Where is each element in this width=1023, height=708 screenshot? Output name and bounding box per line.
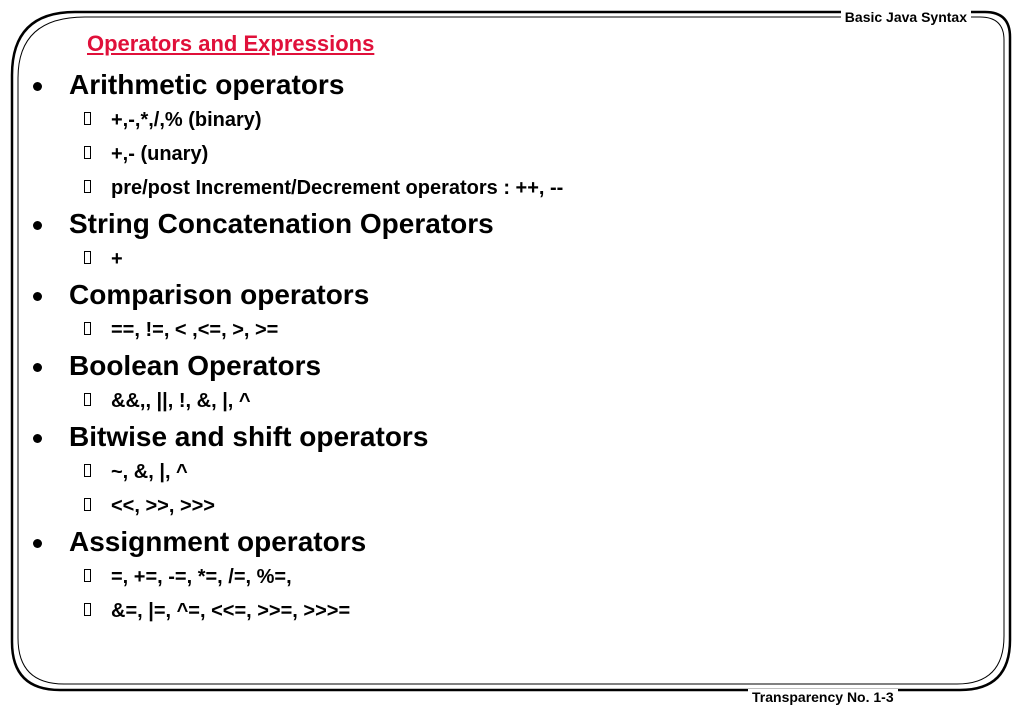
list-item-text: ~, &, |, ^ [111,461,188,483]
bullet-icon [33,292,42,301]
list-item [0,560,960,594]
section-heading-assignment [0,523,960,560]
section-heading-text: Arithmetic operators [69,69,345,100]
section-heading-bitwise [0,418,960,455]
section-heading-text: Assignment operators [69,526,367,557]
section-heading-comparison [0,276,960,313]
section-heading-text: Comparison operators [69,279,370,310]
box-bullet-icon [84,569,91,582]
list-item-text: <<, >>, >>> [111,495,215,517]
list-item [0,489,960,523]
list-item [0,103,960,137]
bullet-icon [33,221,42,230]
box-bullet-icon [84,393,91,406]
box-bullet-icon [84,603,91,616]
list-item-text: &=, |=, ^=, <<=, >>=, >>>= [111,600,351,622]
section-heading-text: Bitwise and shift operators [69,421,429,452]
list-item [0,594,960,628]
section-heading-text: Boolean Operators [69,350,322,381]
box-bullet-icon [84,464,91,477]
bullet-icon [33,363,42,372]
section-heading-arithmetic [0,66,960,103]
section-heading-string-concatenation [0,205,960,242]
box-bullet-icon [84,322,91,335]
list-item-text: + [111,248,123,270]
slide-title: Operators and Expressions [87,31,375,56]
box-bullet-icon [84,498,91,511]
section-heading-boolean [0,347,960,384]
list-item-text: &&,, ||, !, &, |, ^ [111,390,251,412]
box-bullet-icon [84,146,91,159]
list-item-text: ==, !=, < ,<=, >, >= [111,319,279,341]
bullet-icon [33,539,42,548]
footer-label: Transparency No. 1-3 [748,689,898,705]
list-item-text: +,-,*,/,% (binary) [111,109,262,131]
section-heading-text: String Concatenation Operators [69,208,494,239]
list-item [0,137,960,171]
list-item-text: =, +=, -=, *=, /=, %=, [111,566,292,588]
list-item [0,455,960,489]
list-item [0,313,960,347]
bullet-icon [33,82,42,91]
slide-content [0,66,960,628]
box-bullet-icon [84,112,91,125]
header-label: Basic Java Syntax [841,8,971,26]
list-item-text: +,- (unary) [111,143,209,165]
box-bullet-icon [84,251,91,264]
list-item-text: pre/post Increment/Decrement operators : ++, -- [111,177,564,199]
list-item [0,242,960,276]
box-bullet-icon [84,180,91,193]
list-item [0,384,960,418]
bullet-icon [33,434,42,443]
list-item [0,171,960,205]
